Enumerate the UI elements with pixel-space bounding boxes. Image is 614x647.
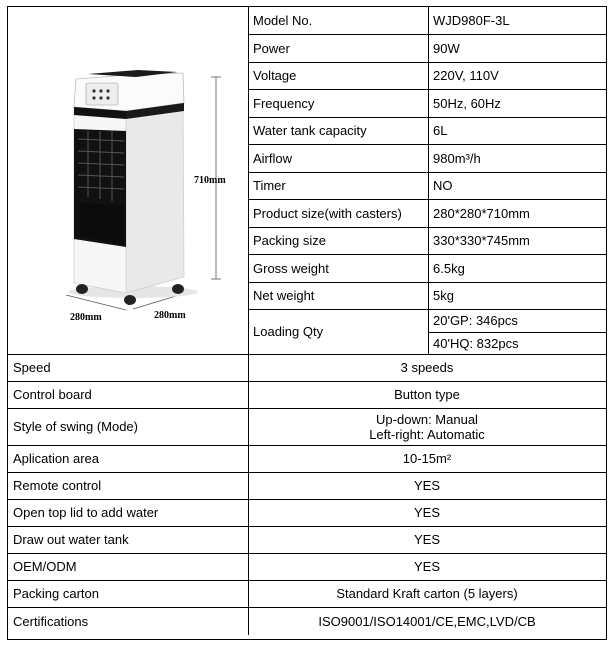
spec-label: Packing size <box>253 233 326 248</box>
feature-value-line: Left-right: Automatic <box>369 426 485 442</box>
feature-label: Aplication area <box>13 451 99 466</box>
spec-value: NO <box>433 178 453 193</box>
feature-value: ISO9001/ISO14001/CE,EMC,LVD/CB <box>318 613 536 629</box>
loading-qty-40hq: 40'HQ: 832pcs <box>433 335 519 351</box>
spec-value: WJD980F-3L <box>433 13 510 28</box>
feature-value: YES <box>413 559 440 574</box>
feature-label: Control board <box>13 387 92 402</box>
loading-qty-20gp: 20'GP: 346pcs <box>433 313 518 328</box>
width-dimension-label: 280mm <box>70 312 102 323</box>
feature-value: YES <box>413 505 440 520</box>
feature-value: Button type <box>394 387 460 402</box>
spec-value: 5kg <box>433 288 454 303</box>
feature-value: Standard Kraft carton (5 layers) <box>336 586 518 601</box>
feature-label: Certifications <box>13 613 89 629</box>
spec-label: Water tank capacity <box>253 123 367 138</box>
feature-value <box>248 408 606 445</box>
feature-label: Open top lid to add water <box>13 505 159 520</box>
spec-value: 280*280*710mm <box>433 205 530 221</box>
spec-value: 6.5kg <box>433 260 465 276</box>
feature-value: 10-15m² <box>402 451 452 466</box>
feature-value: YES <box>413 532 440 547</box>
feature-label: Style of swing (Mode) <box>13 419 138 434</box>
feature-value: YES <box>413 478 440 493</box>
feature-label: Remote control <box>13 478 102 493</box>
feature-label: OEM/ODM <box>13 559 77 574</box>
depth-dimension-label: 280mm <box>154 310 186 321</box>
height-dimension-label: 710mm <box>194 175 226 186</box>
spec-value: 980m³/h <box>433 150 481 166</box>
spec-label: Voltage <box>253 68 297 83</box>
spec-label: Airflow <box>253 150 293 166</box>
spec-value: 6L <box>433 123 448 138</box>
spec-sheet <box>7 6 607 640</box>
feature-value-line: Up-down: Manual <box>376 411 478 427</box>
spec-value: 330*330*745mm <box>433 233 530 248</box>
spec-label: Product size(with casters) <box>253 205 402 221</box>
spec-value: 90W <box>433 40 460 56</box>
spec-label: Power <box>253 40 290 56</box>
loading-qty-label: Loading Qty <box>253 324 324 339</box>
feature-label: Draw out water tank <box>13 532 129 547</box>
spec-label: Net weight <box>253 288 315 303</box>
spec-value: 220V, 110V <box>433 68 499 83</box>
spec-label: Frequency <box>253 95 315 111</box>
feature-value: 3 speeds <box>400 360 454 375</box>
spec-label: Timer <box>253 178 286 193</box>
spec-label: Gross weight <box>253 260 329 276</box>
spec-label: Model No. <box>253 13 313 28</box>
spec-value: 50Hz, 60Hz <box>433 95 501 111</box>
feature-label: Speed <box>13 360 51 375</box>
feature-label: Packing carton <box>13 586 99 601</box>
